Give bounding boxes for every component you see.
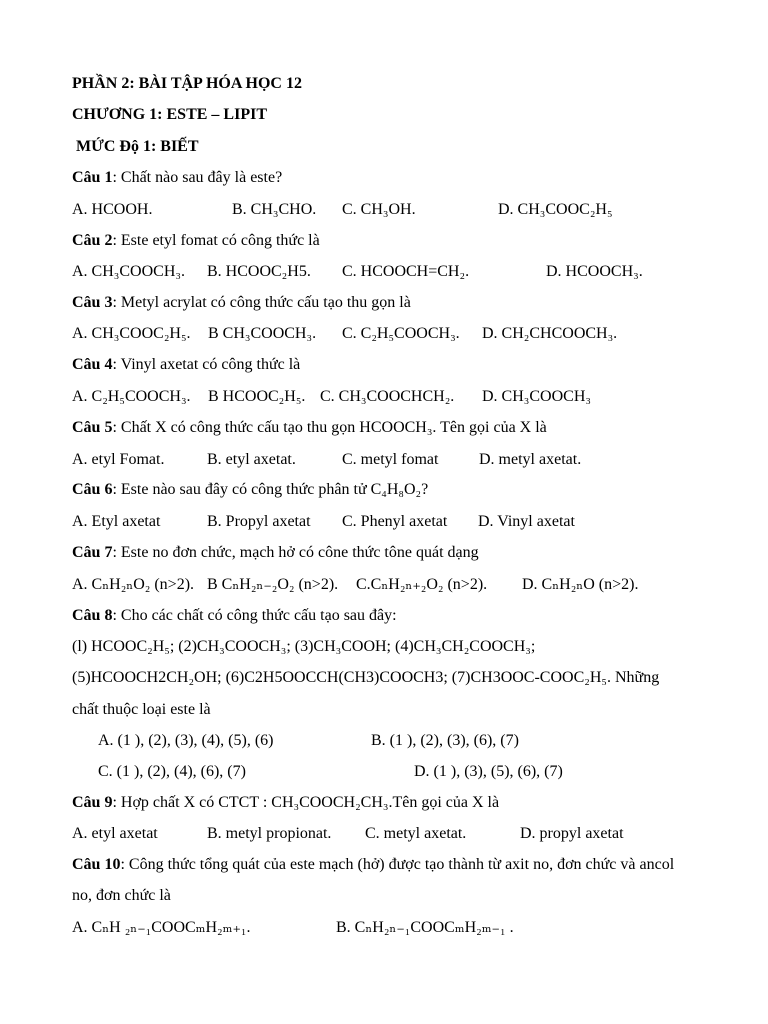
question-1 [72,168,282,188]
q3-option-c: C. C₂H₅COOCH₃. [342,325,460,342]
q5-option-b: B. etyl axetat. [207,451,296,468]
q10-option-a: A. CₙH ₂ₙ₋₁COOCₘH₂ₘ₊₁. [72,919,251,936]
question-text: : Chất X có công thức cấu tạo thu gọn HCOOCH₃. Tên gọi của X là [112,419,547,436]
question-text: : Este nào sau đây có công thức phân tử C₄H₈O₂? [112,481,429,498]
question-text: : Cho các chất có công thức cấu tạo sau đây: [112,607,397,624]
q4-option-d: D. CH₃COOCH₃ [482,388,591,405]
q5-option-a: A. etyl Fomat. [72,451,165,468]
q3-option-d: D. CH₂CHCOOCH₃. [482,325,618,342]
q8-option-a: A. (1 ), (2), (3), (4), (5), (6) [98,732,274,749]
q6-option-d: D. Vinyl axetat [478,513,575,530]
question-label: Câu 2 [72,232,113,249]
question-3 [72,293,411,313]
q9-option-c: C. metyl axetat. [365,825,467,842]
q1-option-c: C. CH₃OH. [342,201,416,218]
q9-option-d: D. propyl axetat [520,825,624,842]
q8-compounds-line-3: chất thuộc loại este là [72,701,211,718]
q4-option-b: B HCOOC₂H₅. [208,388,306,405]
q3-option-b: B CH₃COOCH₃. [208,325,317,342]
q7-option-a: A. CₙH₂ₙO₂ (n>2). [72,576,195,593]
level-heading: MỨC Độ 1: BIẾT [76,138,199,155]
question-10 [72,855,674,875]
q8-compounds-line-2: (5)HCOOCH2CH₂OH; (6)C2H5OOCCH(CH3)COOCH3; (7)CH3OOC-COOC₂H₅. Những [72,669,660,686]
q6-option-b: B. Propyl axetat [207,513,311,530]
question-9 [72,793,499,813]
question-4 [72,355,300,375]
q9-option-a: A. etyl axetat [72,825,158,842]
question-text: : Vinyl axetat có công thức là [112,356,301,373]
part-heading: PHẦN 2: BÀI TẬP HÓA HỌC 12 [72,75,302,92]
chapter-heading: CHƯƠNG 1: ESTE – LIPIT [72,106,267,123]
q1-option-d: D. CH₃COOC₂H₅ [498,201,613,218]
q2-option-a: A. CH₃COOCH₃. [72,263,185,280]
question-8 [72,606,397,626]
question-label: Câu 10 [72,856,121,873]
question-label: Câu 9 [72,794,113,811]
question-label: Câu 7 [72,544,113,561]
q8-compounds-line-1: (l) HCOOC₂H₅; (2)CH₃COOCH₃; (3)CH₃COOH; (4)CH₃CH₂COOCH₃; [72,638,536,655]
q5-option-d: D. metyl axetat. [479,451,582,468]
question-6 [72,480,428,500]
question-label: Câu 8 [72,607,113,624]
q3-option-a: A. CH₃COOC₂H₅. [72,325,191,342]
q5-option-c: C. metyl fomat [342,451,439,468]
q1-option-a: A. HCOOH. [72,201,153,218]
question-text: : Chất nào sau đây là este? [112,169,283,186]
q10-text-line-2: no, đơn chức là [72,887,171,904]
question-text: : Este etyl fomat có công thức là [112,232,320,249]
question-label: Câu 3 [72,294,113,311]
q8-option-c: C. (1 ), (2), (4), (6), (7) [98,763,246,780]
q8-option-d: D. (1 ), (3), (5), (6), (7) [414,763,563,780]
q4-option-c: C. CH₃COOCHCH₂. [320,388,455,405]
question-5 [72,418,547,438]
q2-option-b: B. HCOOC₂H5. [207,263,311,280]
question-text: : Hợp chất X có CTCT : CH₃COOCH₂CH₃.Tên gọi của X là [112,794,500,811]
q8-option-b: B. (1 ), (2), (3), (6), (7) [371,732,519,749]
q4-option-a: A. C₂H₅COOCH₃. [72,388,191,405]
q9-option-b: B. metyl propionat. [207,825,332,842]
q6-option-a: A. Etyl axetat [72,513,161,530]
q2-option-c: C. HCOOCH=CH₂. [342,263,470,280]
question-text: : Metyl acrylat có công thức cấu tạo thu gọn là [112,294,411,311]
question-label: Câu 1 [72,169,113,186]
question-2 [72,231,320,251]
q1-option-b: B. CH₃CHO. [232,201,317,218]
q2-option-d: D. HCOOCH₃. [546,263,643,280]
question-label: Câu 6 [72,481,113,498]
q7-option-d: D. CₙH₂ₙO (n>2). [522,576,639,593]
question-label: Câu 4 [72,356,113,373]
q7-option-b: B CₙH₂ₙ₋₂O₂ (n>2). [207,576,339,593]
q7-option-c: C.CₙH₂ₙ₊₂O₂ (n>2). [356,576,488,593]
question-label: Câu 5 [72,419,113,436]
question-text: : Este no đơn chức, mạch hở có côn​e thức tôn​e quát dạng [112,544,479,561]
q6-option-c: C. Phenyl axetat [342,513,448,530]
question-text: : Công thức tổng quát của este mạch (hở) được tạo thành từ axit no, đơn chức và ancol [120,856,675,873]
question-7 [72,543,479,563]
q10-option-b: B. CₙH₂ₙ₋₁COOCₘH₂ₘ₋₁ . [336,919,514,936]
